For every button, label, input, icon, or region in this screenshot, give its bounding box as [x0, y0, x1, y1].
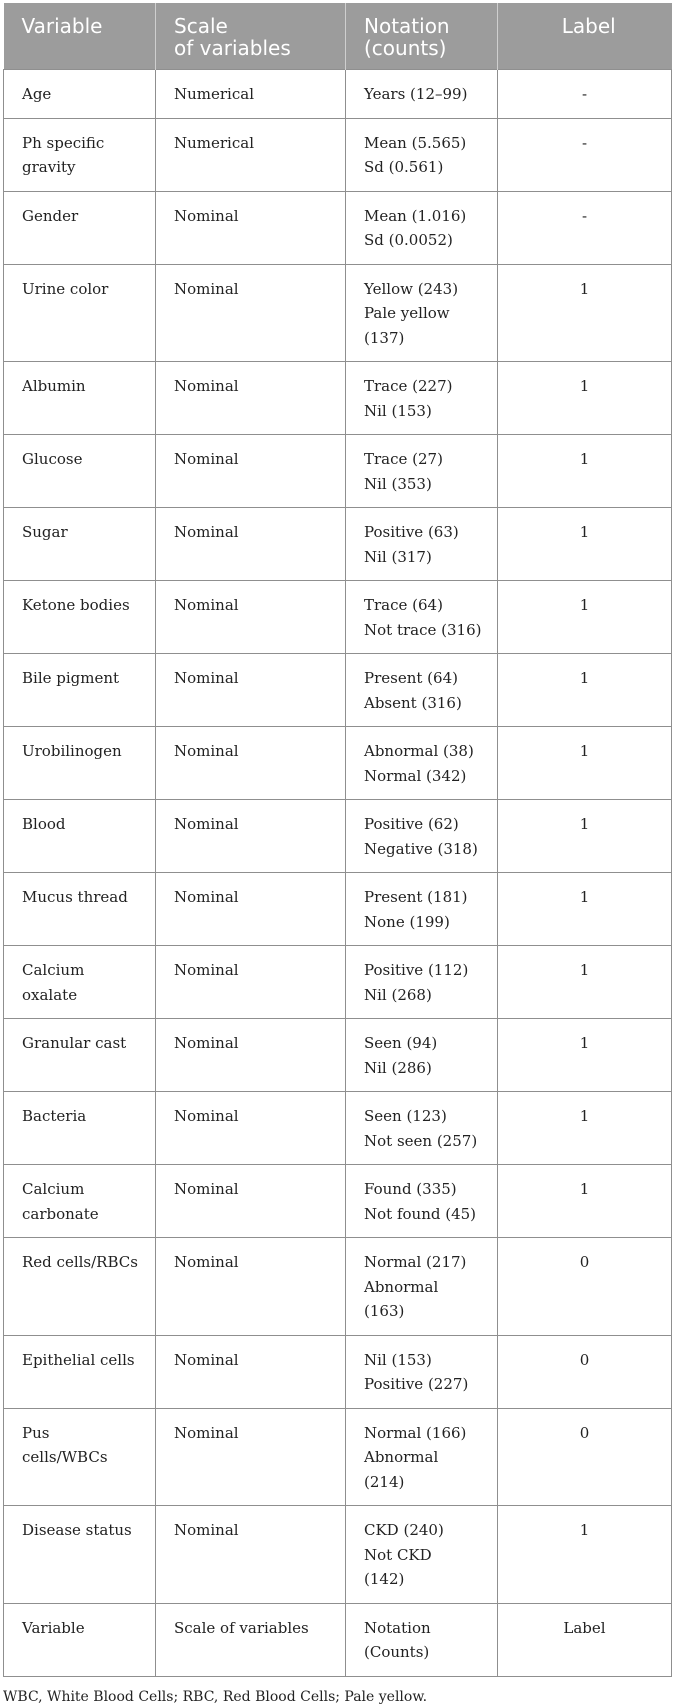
cell-scale: Nominal — [156, 191, 346, 264]
notation-line: (214) — [364, 1472, 405, 1491]
cell-notation — [346, 800, 498, 873]
cell-scale: Nominal — [156, 264, 346, 362]
notation-line: Not found (45) — [364, 1204, 477, 1223]
cell-variable — [4, 727, 156, 800]
cell-variable — [4, 1603, 156, 1676]
notation-line: Not seen (257) — [364, 1131, 478, 1150]
notation-line: Normal (166) — [364, 1423, 467, 1442]
notation-line: (Counts) — [364, 1643, 430, 1661]
cell-scale: Nominal — [156, 654, 346, 727]
variable-line: Pus — [22, 1423, 50, 1442]
cell-label: 1 — [498, 581, 672, 654]
variable-line: Red cells/RBCs — [22, 1253, 138, 1271]
variable-line: Age — [22, 85, 52, 103]
notation-line: None (199) — [364, 912, 450, 931]
table-row — [4, 1092, 672, 1165]
notation-line: Absent (316) — [364, 693, 462, 712]
cell-variable — [4, 118, 156, 191]
variable-line: Bile pigment — [22, 669, 120, 687]
cell-notation — [346, 654, 498, 727]
cell-scale: Nominal — [156, 727, 346, 800]
cell-notation — [346, 1506, 498, 1604]
notation-line: Mean (1.016) — [364, 206, 467, 225]
variable-line: Blood — [22, 815, 66, 833]
notation-line: Nil (353) — [364, 474, 432, 493]
cell-scale: Numerical — [156, 118, 346, 191]
table-row — [4, 508, 672, 581]
cell-variable — [4, 264, 156, 362]
cell-label: 0 — [498, 1238, 672, 1336]
table-row — [4, 1238, 672, 1336]
cell-notation — [346, 873, 498, 946]
cell-notation — [346, 362, 498, 435]
cell-label: 1 — [498, 654, 672, 727]
cell-label: 1 — [498, 1019, 672, 1092]
notation-line: Yellow (243) — [364, 279, 459, 298]
cell-notation — [346, 508, 498, 581]
cell-variable — [4, 1238, 156, 1336]
cell-scale: Nominal — [156, 435, 346, 508]
page — [0, 3, 674, 1707]
notation-line: Positive (112) — [364, 961, 469, 979]
cell-variable — [4, 1408, 156, 1506]
variable-line: cells/WBCs — [22, 1448, 108, 1466]
notation-line: Trace (64) — [364, 596, 443, 614]
header-notation: Notation (counts) — [346, 3, 498, 70]
cell-label: - — [498, 70, 672, 119]
variable-line: Mucus thread — [22, 888, 128, 906]
variable-line: Calcium — [22, 1180, 85, 1198]
cell-label: 1 — [498, 873, 672, 946]
cell-label: 0 — [498, 1335, 672, 1408]
variable-line: Calcium — [22, 961, 85, 979]
notation-line: Nil (317) — [364, 547, 432, 566]
table-row — [4, 1603, 672, 1676]
cell-scale: Nominal — [156, 508, 346, 581]
notation-line: Nil (286) — [364, 1058, 432, 1077]
notation-line: Positive (227) — [364, 1375, 469, 1393]
cell-variable — [4, 581, 156, 654]
notation-line: Abnormal (38) — [364, 742, 474, 760]
variable-line: Disease status — [22, 1521, 132, 1539]
cell-variable — [4, 1019, 156, 1092]
header-label: Label — [498, 3, 672, 70]
cell-scale: Nominal — [156, 1335, 346, 1408]
table-row — [4, 800, 672, 873]
cell-scale: Nominal — [156, 1408, 346, 1506]
header-row — [4, 3, 672, 70]
variable-line: Ketone bodies — [22, 596, 130, 614]
notation-line: (142) — [364, 1570, 405, 1588]
table-row — [4, 654, 672, 727]
cell-scale: Nominal — [156, 1506, 346, 1604]
cell-scale: Nominal — [156, 362, 346, 435]
notation-line: Present (181) — [364, 888, 468, 906]
notation-line: Trace (227) — [364, 377, 453, 395]
table-row — [4, 435, 672, 508]
cell-scale: Nominal — [156, 1165, 346, 1238]
notation-line: Present (64) — [364, 669, 458, 687]
cell-label: 1 — [498, 362, 672, 435]
notation-line: Positive (63) — [364, 523, 459, 541]
cell-variable — [4, 873, 156, 946]
notation-line: Not trace (316) — [364, 620, 482, 639]
cell-variable — [4, 800, 156, 873]
notation-line: (137) — [364, 328, 405, 347]
cell-label: 1 — [498, 264, 672, 362]
cell-label: 1 — [498, 435, 672, 508]
cell-notation — [346, 435, 498, 508]
cell-variable — [4, 1092, 156, 1165]
variable-line: Granular cast — [22, 1034, 127, 1052]
cell-variable — [4, 1165, 156, 1238]
cell-notation — [346, 191, 498, 264]
cell-label: 0 — [498, 1408, 672, 1506]
cell-notation — [346, 118, 498, 191]
cell-variable — [4, 508, 156, 581]
cell-scale: Nominal — [156, 581, 346, 654]
variable-line: Albumin — [22, 377, 86, 395]
table-row — [4, 1408, 672, 1506]
notation-line: Not CKD — [364, 1545, 432, 1564]
table-header — [4, 3, 672, 70]
notation-line: Normal (217) — [364, 1253, 467, 1271]
cell-variable — [4, 1506, 156, 1604]
cell-scale: Nominal — [156, 1092, 346, 1165]
variable-line: Ph specific — [22, 133, 105, 152]
table-row — [4, 1506, 672, 1604]
cell-scale: Nominal — [156, 873, 346, 946]
notation-line: Years (12–99) — [364, 85, 468, 103]
table-row — [4, 1019, 672, 1092]
cell-label: 1 — [498, 727, 672, 800]
cell-label: - — [498, 118, 672, 191]
variable-line: Urobilinogen — [22, 742, 122, 760]
notation-line: Sd (0.0052) — [364, 231, 453, 249]
notation-line: Normal (342) — [364, 766, 467, 785]
notation-line: Trace (27) — [364, 450, 443, 468]
variable-line: Urine color — [22, 279, 109, 298]
variable-line: carbonate — [22, 1204, 99, 1223]
cell-notation — [346, 1019, 498, 1092]
cell-variable — [4, 435, 156, 508]
table-footnote: WBC, White Blood Cells; RBC, Red Blood Cells; Pale yellow. — [3, 1688, 428, 1705]
notation-line: Abnormal — [364, 1448, 439, 1466]
variable-line: gravity — [22, 158, 76, 176]
notation-line: Sd (0.561) — [364, 158, 444, 176]
cell-notation — [346, 946, 498, 1019]
cell-label: 1 — [498, 1506, 672, 1604]
cell-notation — [346, 70, 498, 119]
table-row — [4, 727, 672, 800]
notation-line: Mean (5.565) — [364, 133, 467, 152]
notation-line: Nil (153) — [364, 1350, 432, 1369]
notation-line: CKD (240) — [364, 1521, 444, 1539]
table-row — [4, 873, 672, 946]
cell-notation — [346, 581, 498, 654]
header-scale: Scale of variables — [156, 3, 346, 70]
variable-line: Sugar — [22, 523, 68, 541]
notation-line: Nil (268) — [364, 985, 432, 1004]
cell-label: 1 — [498, 508, 672, 581]
table-row — [4, 362, 672, 435]
notation-line: Pale yellow — [364, 304, 450, 322]
cell-notation — [346, 1408, 498, 1506]
table-row — [4, 70, 672, 119]
cell-label: - — [498, 191, 672, 264]
cell-scale: Numerical — [156, 70, 346, 119]
notation-line: Seen (123) — [364, 1107, 447, 1125]
cell-notation — [346, 264, 498, 362]
variables-table — [3, 3, 672, 1677]
table-row — [4, 1335, 672, 1408]
cell-scale: Nominal — [156, 800, 346, 873]
notation-line: Abnormal — [364, 1277, 439, 1296]
cell-variable — [4, 70, 156, 119]
variable-line: Glucose — [22, 450, 83, 468]
cell-label: 1 — [498, 1165, 672, 1238]
cell-notation — [346, 1603, 498, 1676]
cell-variable — [4, 191, 156, 264]
table-body — [4, 70, 672, 1677]
notation-line: Negative (318) — [364, 839, 478, 858]
header-variable: Variable — [4, 3, 156, 70]
variable-line: oxalate — [22, 985, 78, 1004]
cell-variable — [4, 946, 156, 1019]
table-row — [4, 581, 672, 654]
table-row — [4, 264, 672, 362]
cell-variable — [4, 362, 156, 435]
cell-scale: Nominal — [156, 1238, 346, 1336]
cell-variable — [4, 654, 156, 727]
cell-label: Label — [498, 1603, 672, 1676]
variable-line: Variable — [22, 1618, 85, 1637]
variable-line: Gender — [22, 206, 79, 225]
table-row — [4, 946, 672, 1019]
notation-line: Found (335) — [364, 1180, 457, 1198]
cell-label: 1 — [498, 946, 672, 1019]
cell-label: 1 — [498, 1092, 672, 1165]
notation-line: Positive (62) — [364, 815, 459, 833]
notation-line: Seen (94) — [364, 1034, 438, 1052]
cell-notation — [346, 727, 498, 800]
table-row — [4, 118, 672, 191]
notation-line: Notation — [364, 1618, 431, 1637]
cell-notation — [346, 1165, 498, 1238]
variable-line: Bacteria — [22, 1107, 87, 1125]
variable-line: Epithelial cells — [22, 1350, 135, 1369]
table-row — [4, 191, 672, 264]
cell-notation — [346, 1092, 498, 1165]
cell-variable — [4, 1335, 156, 1408]
table-row — [4, 1165, 672, 1238]
cell-scale: Nominal — [156, 1019, 346, 1092]
notation-line: Nil (153) — [364, 401, 432, 420]
notation-line: (163) — [364, 1302, 405, 1320]
cell-scale: Nominal — [156, 946, 346, 1019]
cell-label: 1 — [498, 800, 672, 873]
cell-notation — [346, 1335, 498, 1408]
cell-notation — [346, 1238, 498, 1336]
cell-scale: Scale of variables — [156, 1603, 346, 1676]
